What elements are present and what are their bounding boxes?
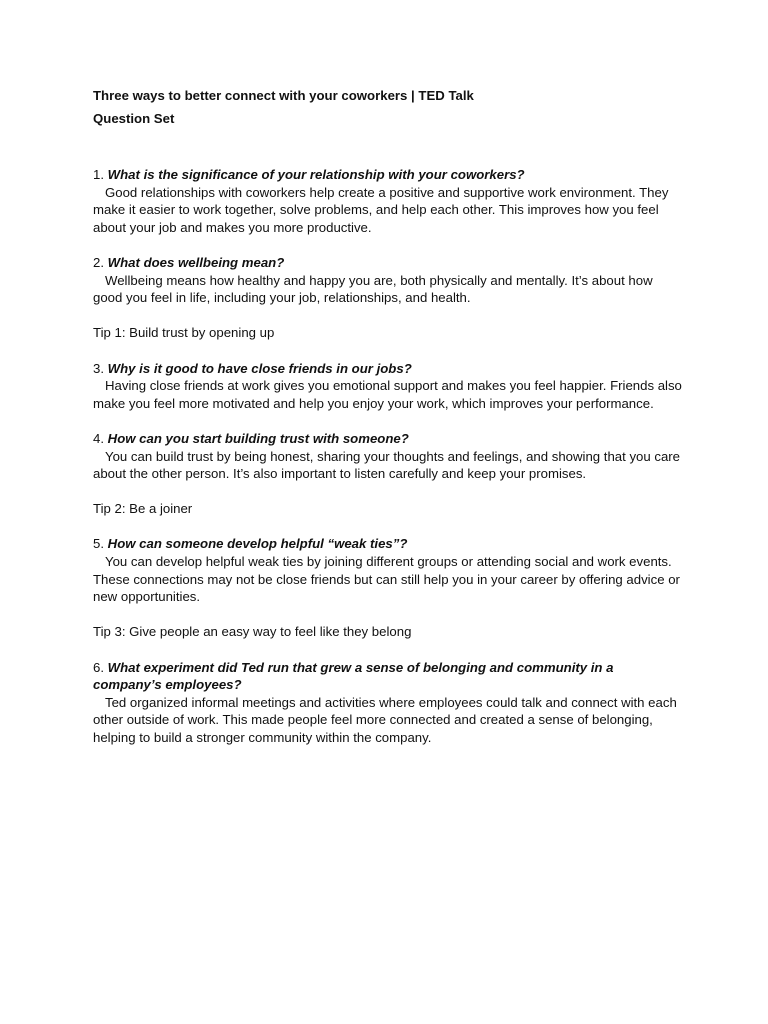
answer-5 <box>93 553 683 606</box>
question-item-6 <box>93 659 683 747</box>
question-6 <box>93 659 683 694</box>
answer-2 <box>93 272 683 307</box>
answer-text: Good relationships with coworkers help create a positive and supportive work environment. They make it easier to work together, solve problems, and help each other. This improves how you feel about your job and makes you more productive. <box>93 184 669 235</box>
answer-text: Having close friends at work gives you emotional support and makes you feel happier. Friends also make you feel more motivated and help you enjoy your work, which improves your performance. <box>93 378 682 411</box>
answer-text: Ted organized informal meetings and activities where employees could talk and connect with each other outside of work. This made people feel more connected and created a sense of belonging, helping to build a stronger community within the company. <box>93 694 677 745</box>
question-4 <box>93 430 683 448</box>
document-subtitle: Question Set <box>93 111 175 126</box>
tip-3: Tip 3: Give people an easy way to feel like they belong <box>93 624 412 640</box>
document-body <box>93 87 683 747</box>
question-text: What does wellbeing mean? <box>107 254 285 270</box>
document-title: Three ways to better connect with your coworkers | TED Talk <box>93 88 474 103</box>
answer-text: Wellbeing means how healthy and happy you are, both physically and mentally. It’s about how good you feel in life, including your job, relationships, and health. <box>93 272 653 306</box>
question-text: What is the significance of your relationship with your coworkers? <box>107 167 525 182</box>
answer-text: You can develop helpful weak ties by joining different groups or attending social and work events. These connections may not be close friends but can still help you in your career by offering advice or new opportunities. <box>93 554 680 605</box>
question-text: How can someone develop helpful “weak ties”? <box>107 536 408 552</box>
question-number: 1. <box>93 167 104 182</box>
question-3 <box>93 360 683 378</box>
answer-text: You can build trust by being honest, sharing your thoughts and feelings, and showing that you care about the other person. It’s also important to listen carefully and keep your promises. <box>93 448 681 482</box>
answer-6 <box>93 694 683 747</box>
question-item-1 <box>93 166 683 236</box>
question-text: Why is it good to have close friends in our jobs? <box>107 360 412 376</box>
question-number: 6. <box>93 659 104 675</box>
answer-4 <box>93 448 683 483</box>
question-number: 4. <box>93 430 104 446</box>
question-text: How can you start building trust with someone? <box>107 430 409 446</box>
question-text: What experiment did Ted run that grew a sense of belonging and community in a company’s employees? <box>93 659 614 693</box>
question-item-5 <box>93 535 683 605</box>
tip-1: Tip 1: Build trust by opening up <box>93 325 275 341</box>
answer-3 <box>93 377 683 412</box>
tip-2: Tip 2: Be a joiner <box>93 501 193 517</box>
question-1 <box>93 166 683 184</box>
answer-1 <box>93 184 683 237</box>
question-number: 2. <box>93 254 104 270</box>
question-item-3 <box>93 360 683 413</box>
question-number: 5. <box>93 536 104 552</box>
question-number: 3. <box>93 360 104 376</box>
question-5 <box>93 535 683 553</box>
question-item-2 <box>93 254 683 307</box>
question-2 <box>93 254 683 272</box>
question-item-4 <box>93 430 683 483</box>
